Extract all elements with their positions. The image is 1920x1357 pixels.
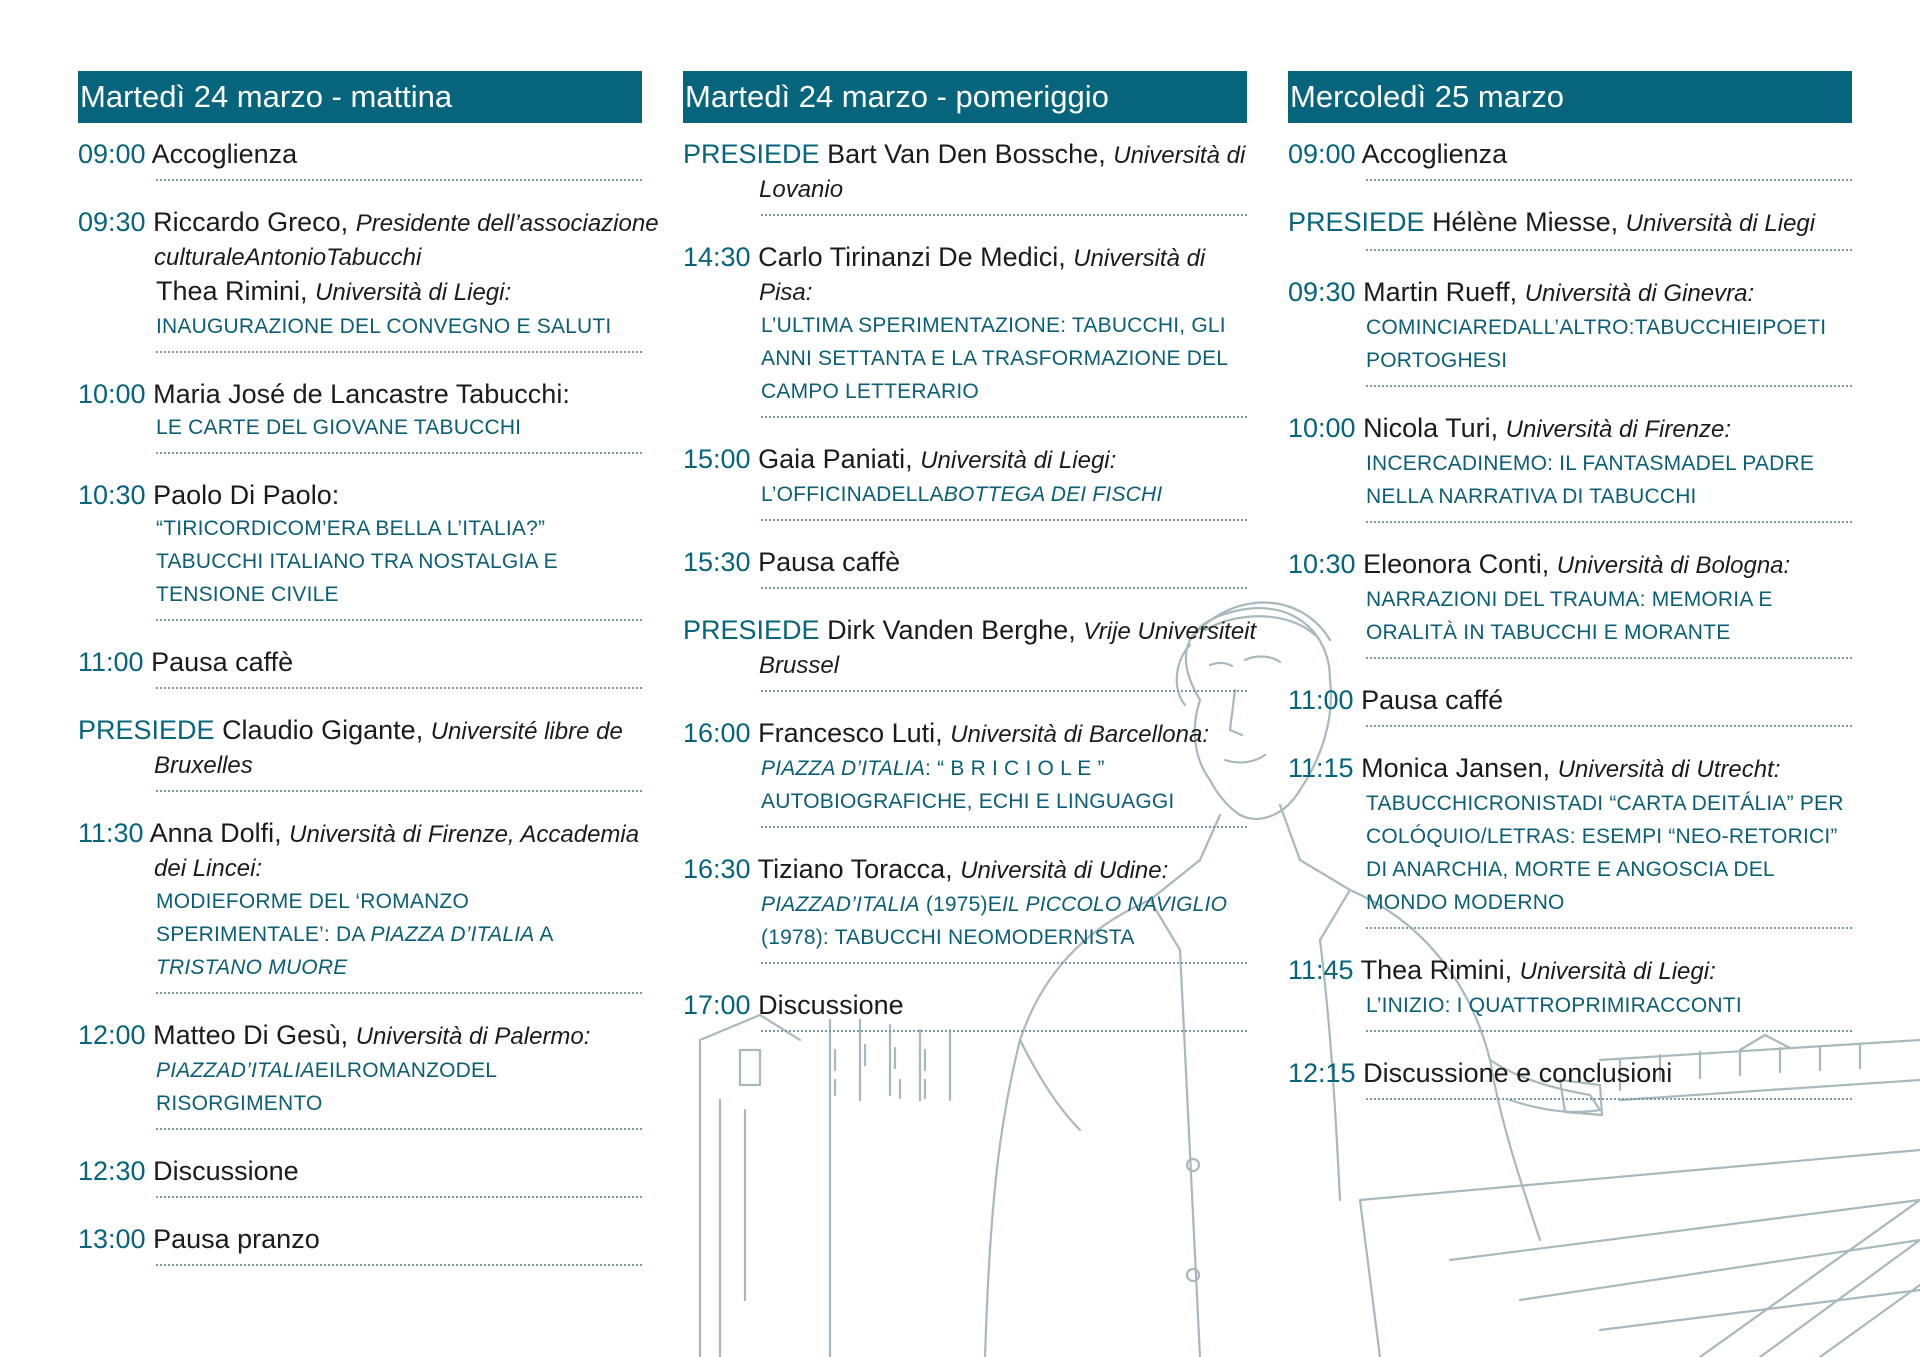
dotted-divider [156, 790, 642, 792]
dotted-divider [761, 826, 1247, 828]
schedule-entry [78, 377, 642, 454]
time-slot: 13:00 [78, 1224, 146, 1254]
schedule-entry [683, 613, 1257, 692]
chair-label: PRESIEDE [78, 715, 215, 745]
dotted-divider [156, 992, 642, 994]
speaker-name: Pausa pranzo [153, 1224, 320, 1254]
time-slot: 11:45 [1288, 955, 1354, 985]
entry-heading [78, 1222, 642, 1256]
time-slot: 10:30 [1288, 549, 1356, 579]
schedule-entry [683, 137, 1247, 216]
schedule-entry [78, 1154, 642, 1198]
schedule-entry [683, 988, 1247, 1032]
affiliation-continued: Lovanio [759, 176, 844, 203]
schedule-entry [78, 816, 642, 994]
talk-title [78, 885, 642, 984]
entry-heading [1288, 953, 1852, 989]
speaker-name: Pausa caffè [151, 647, 294, 677]
affiliation-continued: Brussel [759, 652, 840, 679]
entry-heading [683, 545, 1247, 579]
work-title: BOTTEGA DEI FISCHI [943, 483, 1163, 506]
time-slot: 10:30 [78, 480, 146, 510]
dotted-divider [156, 687, 642, 689]
work-title: PIAZZA D’ITALIA [761, 757, 926, 780]
dotted-divider [1366, 249, 1852, 251]
dotted-divider [761, 519, 1247, 521]
entry-heading [683, 240, 1247, 276]
schedule-entry [1288, 411, 1852, 523]
speaker-name: Nicola Turi, [1363, 413, 1499, 443]
talk-title: COMINCIAREDALL’ALTRO:TABUCCHIEIPOETI PORTOGHESI [1366, 316, 1827, 372]
talk-title [683, 478, 1247, 511]
entry-heading [1288, 683, 1852, 717]
dotted-divider [156, 452, 642, 454]
talk-title: INCERCADINEMO: IL FANTASMADEL PADRE NELLA NARRATIVA DI TABUCCHI [1366, 452, 1815, 508]
dotted-divider [761, 416, 1247, 418]
day-header: Martedì 24 marzo - mattina [78, 71, 642, 123]
speaker-name: Dirk Vanden Berghe, [827, 615, 1076, 645]
speaker-affiliation: Università di [1113, 142, 1246, 169]
speaker-name: Accoglienza [151, 139, 298, 169]
entry-heading [1288, 751, 1852, 787]
talk-title-text: : “ B R I C I O L E ” AUTOBIOGRAFICHE, ECHI E LINGUAGGI [761, 757, 1175, 813]
talk-title-text: (1978): TABUCCHI NEOMODERNISTA [761, 926, 1135, 949]
dotted-divider [1366, 657, 1852, 659]
time-slot: 16:30 [683, 854, 751, 884]
speaker-affiliation: Università di [1073, 245, 1206, 272]
schedule-entry [1288, 683, 1852, 727]
dotted-divider [156, 1196, 642, 1198]
schedule-column-wednesday [1288, 71, 1852, 1124]
speaker-name: Monica Jansen, [1361, 753, 1551, 783]
time-slot: 11:00 [1288, 685, 1354, 715]
entry-heading [78, 205, 659, 241]
work-title: PIAZZAD’ITALIA [761, 893, 920, 916]
entry-list [78, 137, 659, 1266]
talk-title [683, 888, 1247, 954]
speaker-name: Discussione [758, 990, 904, 1020]
speaker-name: Anna Dolfi, [149, 818, 282, 848]
dotted-divider [156, 1128, 642, 1130]
chair-label: PRESIEDE [683, 139, 820, 169]
speaker-name: Tiziano Toracca, [757, 854, 953, 884]
time-slot: 09:00 [1288, 139, 1356, 169]
time-slot: 11:30 [78, 818, 144, 848]
schedule-column-tuesday-afternoon [683, 71, 1257, 1056]
entry-heading [1288, 205, 1852, 241]
schedule-entry [78, 645, 642, 689]
entry-heading [78, 1154, 642, 1188]
speaker-affiliation: Università di Liegi: [920, 447, 1117, 474]
schedule-entry [1288, 205, 1852, 251]
speaker-name: Francesco Luti, [758, 718, 943, 748]
time-slot: 11:15 [1288, 753, 1354, 783]
dotted-divider [761, 962, 1247, 964]
time-slot: 12:15 [1288, 1058, 1356, 1088]
affiliation-continued: Bruxelles [154, 752, 253, 779]
time-slot: 10:00 [78, 379, 146, 409]
entry-heading [683, 716, 1247, 752]
work-title: PIAZZA D’ITALIA [370, 923, 535, 946]
talk-title [683, 752, 1247, 818]
time-slot: 16:00 [683, 718, 751, 748]
speaker-name: Discussione e conclusioni [1363, 1058, 1673, 1088]
speaker-affiliation: Università di Bologna: [1556, 552, 1791, 579]
entry-heading [78, 478, 642, 512]
talk-title: “TIRICORDICOM’ERA BELLA L’ITALIA?” TABUCCHI ITALIANO TRA NOSTALGIA E TENSIONE CIVILE [156, 517, 558, 606]
speaker-affiliation: Presidente dell’associazione [355, 210, 659, 237]
dotted-divider [1366, 725, 1852, 727]
talk-title [78, 1054, 642, 1120]
schedule-entry [683, 240, 1247, 418]
schedule-entry [1288, 1056, 1852, 1100]
schedule-entry [683, 852, 1247, 964]
speaker-name: Thea Rimini, [1360, 955, 1513, 985]
dotted-divider [156, 619, 642, 621]
entry-heading [683, 613, 1257, 649]
entry-heading [1288, 137, 1852, 171]
second-speaker [78, 274, 642, 310]
speaker-name: Riccardo Greco, [153, 207, 349, 237]
speaker-affiliation: Università di Firenze, Accademia [289, 821, 640, 848]
entry-heading [683, 137, 1247, 173]
time-slot: 15:00 [683, 444, 751, 474]
speaker-name: Pausa caffè [758, 547, 901, 577]
schedule-entry [1288, 751, 1852, 929]
speaker-name: Eleonora Conti, [1363, 549, 1550, 579]
work-title: TRISTANO MUORE [156, 956, 348, 979]
time-slot: 10:00 [1288, 413, 1356, 443]
entry-heading [683, 988, 1247, 1022]
entry-heading [78, 816, 642, 852]
speaker-name: Paolo Di Paolo: [153, 480, 340, 510]
schedule-entry [683, 545, 1247, 589]
entry-heading [683, 852, 1247, 888]
time-slot: 15:30 [683, 547, 751, 577]
dotted-divider [1366, 1030, 1852, 1032]
talk-title-text: EILROMANZODEL RISORGIMENTO [156, 1059, 497, 1115]
speaker-name: Gaia Paniati, [758, 444, 913, 474]
talk-title-text: A [534, 923, 553, 946]
time-slot: 09:30 [78, 207, 146, 237]
schedule-entry [1288, 137, 1852, 181]
time-slot: 09:30 [1288, 277, 1356, 307]
speaker-affiliation: Università di Liegi: [315, 279, 512, 306]
affiliation-continued: culturaleAntonioTabucchi [154, 244, 422, 271]
dotted-divider [1366, 385, 1852, 387]
talk-title: L’ULTIMA SPERIMENTAZIONE: TABUCCHI, GLI ANNI SETTANTA E LA TRASFORMAZIONE DEL CAMPO LETTERARIO [761, 314, 1228, 403]
entry-heading [78, 645, 642, 679]
schedule-column-tuesday-morning [78, 71, 659, 1290]
time-slot: 17:00 [683, 990, 751, 1020]
time-slot: 12:00 [78, 1020, 146, 1050]
entry-heading [1288, 275, 1852, 311]
schedule-entry [78, 1018, 642, 1130]
time-slot: 12:30 [78, 1156, 146, 1186]
talk-title: INAUGURAZIONE DEL CONVEGNO E SALUTI [156, 315, 612, 338]
schedule-entry [683, 716, 1247, 828]
speaker-name: Matteo Di Gesù, [153, 1020, 349, 1050]
entry-heading [1288, 411, 1852, 447]
entry-heading [1288, 547, 1852, 583]
speaker-name: Pausa caffé [1361, 685, 1504, 715]
time-slot: 14:30 [683, 242, 751, 272]
speaker-name: Hélène Miesse, [1432, 207, 1619, 237]
entry-list [683, 137, 1257, 1032]
speaker-name: Bart Van Den Bossche, [827, 139, 1106, 169]
schedule-entry [1288, 275, 1852, 387]
speaker-affiliation: Università di Liegi: [1519, 958, 1716, 985]
schedule-entry [78, 713, 642, 792]
speaker-name: Martin Rueff, [1363, 277, 1518, 307]
dotted-divider [761, 214, 1247, 216]
day-header: Martedì 24 marzo - pomeriggio [683, 71, 1247, 123]
dotted-divider [1366, 1098, 1852, 1100]
day-header: Mercoledì 25 marzo [1288, 71, 1852, 123]
entry-heading [1288, 1056, 1852, 1090]
dotted-divider [1366, 521, 1852, 523]
schedule-entry [1288, 953, 1852, 1032]
speaker-affiliation: Università di Palermo: [355, 1023, 591, 1050]
entry-heading [683, 442, 1247, 478]
dotted-divider [1366, 179, 1852, 181]
entry-heading [78, 1018, 642, 1054]
dotted-divider [1366, 927, 1852, 929]
time-slot: 09:00 [78, 139, 146, 169]
entry-heading [78, 137, 642, 171]
talk-title: NARRAZIONI DEL TRAUMA: MEMORIA E ORALITÀ IN TABUCCHI E MORANTE [1366, 588, 1773, 644]
entry-list [1288, 137, 1852, 1100]
speaker-affiliation: Università di Barcellona: [950, 721, 1209, 748]
speaker-name: Claudio Gigante, [222, 715, 424, 745]
schedule-entry [78, 137, 642, 181]
entry-heading [78, 377, 642, 411]
speaker-affiliation: Université libre de [430, 718, 623, 745]
talk-title: LE CARTE DEL GIOVANE TABUCCHI [156, 416, 522, 439]
speaker-name: Discussione [153, 1156, 299, 1186]
speaker-affiliation: Vrije Universiteit [1083, 618, 1257, 645]
schedule-entry [78, 1222, 642, 1266]
talk-title-text: (1975)E [919, 893, 1002, 916]
speaker-affiliation: Università di Liegi [1625, 210, 1816, 237]
talk-title-text: L’OFFICINADELLA [761, 483, 944, 506]
speaker-affiliation: Università di Ginevra: [1524, 280, 1755, 307]
talk-title: L’INIZIO: I QUATTROPRIMIRACCONTI [1366, 994, 1742, 1017]
speaker-name: Carlo Tirinanzi De Medici, [758, 242, 1066, 272]
work-title: IL PICCOLO NAVIGLIO [1001, 893, 1228, 916]
speaker-affiliation: Università di Firenze: [1505, 416, 1732, 443]
affiliation-continued: dei Lincei: [154, 855, 263, 882]
dotted-divider [156, 351, 642, 353]
talk-title-text: MODIEFORME DEL ‘ROMANZO SPERIMENTALE’: DA [156, 890, 469, 946]
talk-title: TABUCCHICRONISTADI “CARTA DEITÁLIA” PER COLÓQUIO/LETRAS: ESEMPI “NEO-RETORICI” DI ANARCHIA, MORTE E ANGOSCIA DEL MONDO MODERNO [1366, 792, 1844, 914]
work-title: PIAZZAD’ITALIA [156, 1059, 315, 1082]
dotted-divider [761, 587, 1247, 589]
speaker-affiliation: Università di Utrecht: [1557, 756, 1781, 783]
speaker-name: Accoglienza [1361, 139, 1508, 169]
dotted-divider [156, 1264, 642, 1266]
schedule-entry [1288, 547, 1852, 659]
schedule-entry [78, 205, 659, 353]
speaker-name: Maria José de Lancastre Tabucchi: [153, 379, 570, 409]
speaker-name: Thea Rimini, [156, 276, 308, 306]
dotted-divider [156, 179, 642, 181]
affiliation-continued: Pisa: [759, 279, 813, 306]
time-slot: 11:00 [78, 647, 144, 677]
schedule-entry [683, 442, 1247, 521]
dotted-divider [761, 1030, 1247, 1032]
speaker-affiliation: Università di Udine: [960, 857, 1169, 884]
chair-label: PRESIEDE [683, 615, 820, 645]
dotted-divider [761, 690, 1247, 692]
chair-label: PRESIEDE [1288, 207, 1425, 237]
schedule-entry [78, 478, 642, 621]
entry-heading [78, 713, 642, 749]
